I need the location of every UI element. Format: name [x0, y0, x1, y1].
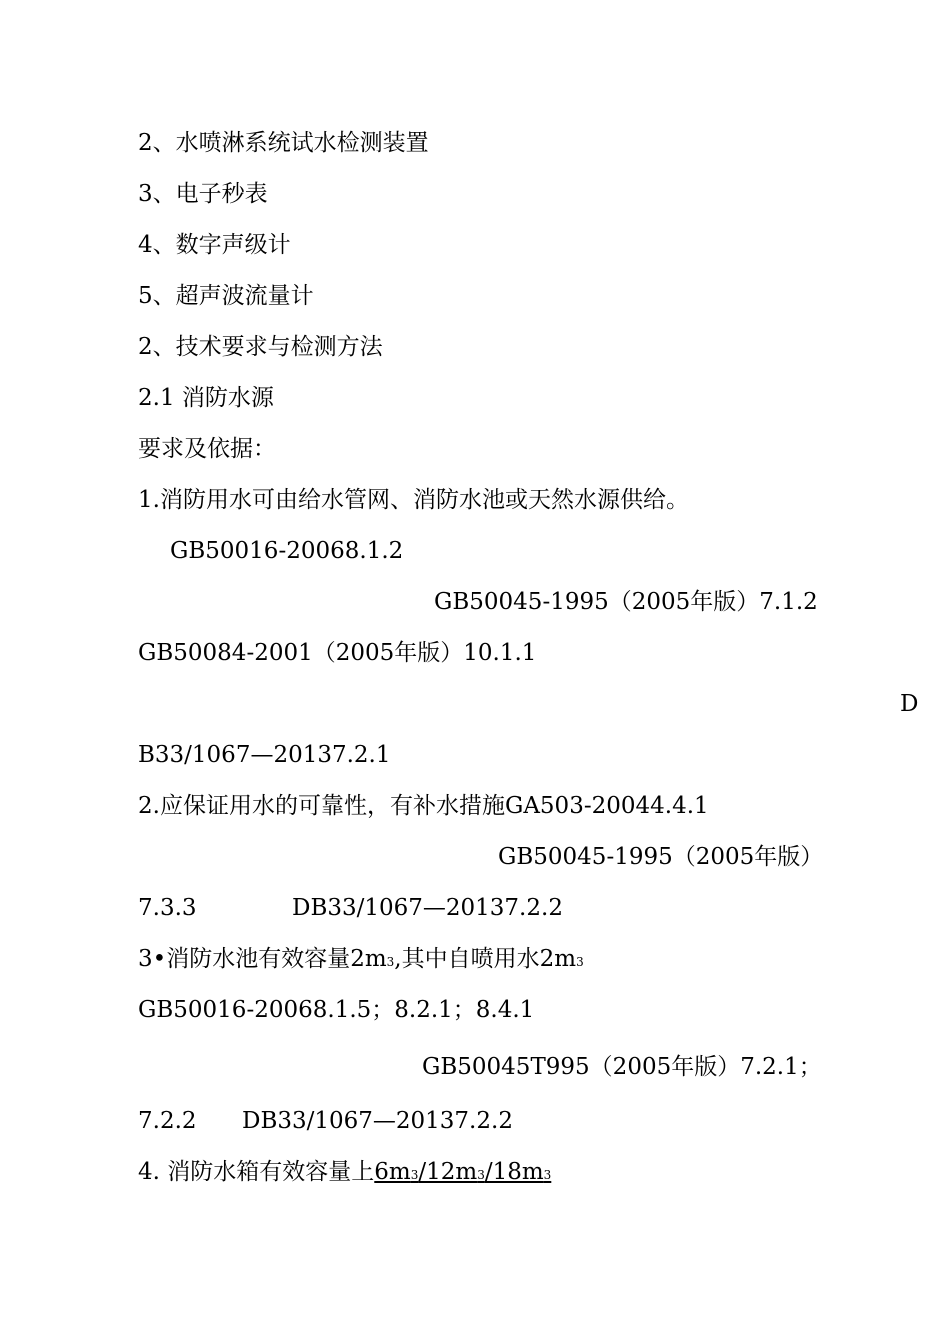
text-line: 2、水喷淋系统试水检测装置 — [138, 130, 429, 156]
standard-reference: GB50084-2001（2005年版）10.1.1 — [138, 640, 537, 666]
unit-subscript: 3 — [576, 955, 584, 969]
text-line: 5、超声波流量计 — [138, 283, 314, 309]
standard-reference: GB50045T995（2005年版）7.2.1； — [422, 1054, 822, 1080]
capacity-values — [374, 1159, 551, 1185]
value-segment: 6m — [374, 1159, 411, 1185]
unit-subscript: 3 — [543, 1168, 552, 1182]
text-fragment: D — [900, 691, 919, 717]
standard-reference: GB50016-20068.1.2 — [170, 538, 404, 564]
standard-reference: GB50045-1995（2005年版）7.1.2 — [434, 589, 818, 615]
text-line — [138, 1158, 551, 1189]
standard-reference: 7.3.3 — [138, 895, 197, 921]
text-line: 要求及依据： — [138, 436, 276, 462]
standard-reference: DB33/1067—20137.2.2 — [242, 1108, 513, 1134]
text-line: 4、数字声级计 — [138, 232, 291, 258]
standard-reference: GB50016-20068.1.5；8.2.1；8.4.1 — [138, 997, 535, 1023]
unit-subscript: 3 — [410, 1168, 419, 1182]
text-line: 2.应保证用水的可靠性，有补水措施GA503-20044.4.1 — [138, 793, 709, 819]
subsection-heading: 2.1 消防水源 — [138, 385, 274, 411]
text-line — [138, 945, 584, 976]
value-segment: /12m — [418, 1159, 478, 1185]
section-heading: 2、技术要求与检测方法 — [138, 334, 383, 360]
standard-reference: GB50045-1995（2005年版） — [498, 844, 824, 870]
unit-subscript: 3 — [386, 955, 395, 969]
text-segment: ,其中自喷用水2m — [394, 946, 577, 972]
standard-reference: 7.2.2 — [138, 1108, 197, 1134]
unit-subscript: 3 — [477, 1168, 485, 1182]
text-line: 3、电子秒表 — [138, 181, 268, 207]
text-segment: 3•消防水池有效容量2m — [138, 946, 387, 972]
standard-reference: B33/1067—20137.2.1 — [138, 742, 391, 768]
text-segment: 4. 消防水箱有效容量上 — [138, 1159, 375, 1185]
text-line: 1.消防用水可由给水管网、消防水池或天然水源供给。 — [138, 487, 689, 513]
standard-reference: DB33/1067—20137.2.2 — [292, 895, 563, 921]
value-segment: /18m — [484, 1159, 544, 1185]
